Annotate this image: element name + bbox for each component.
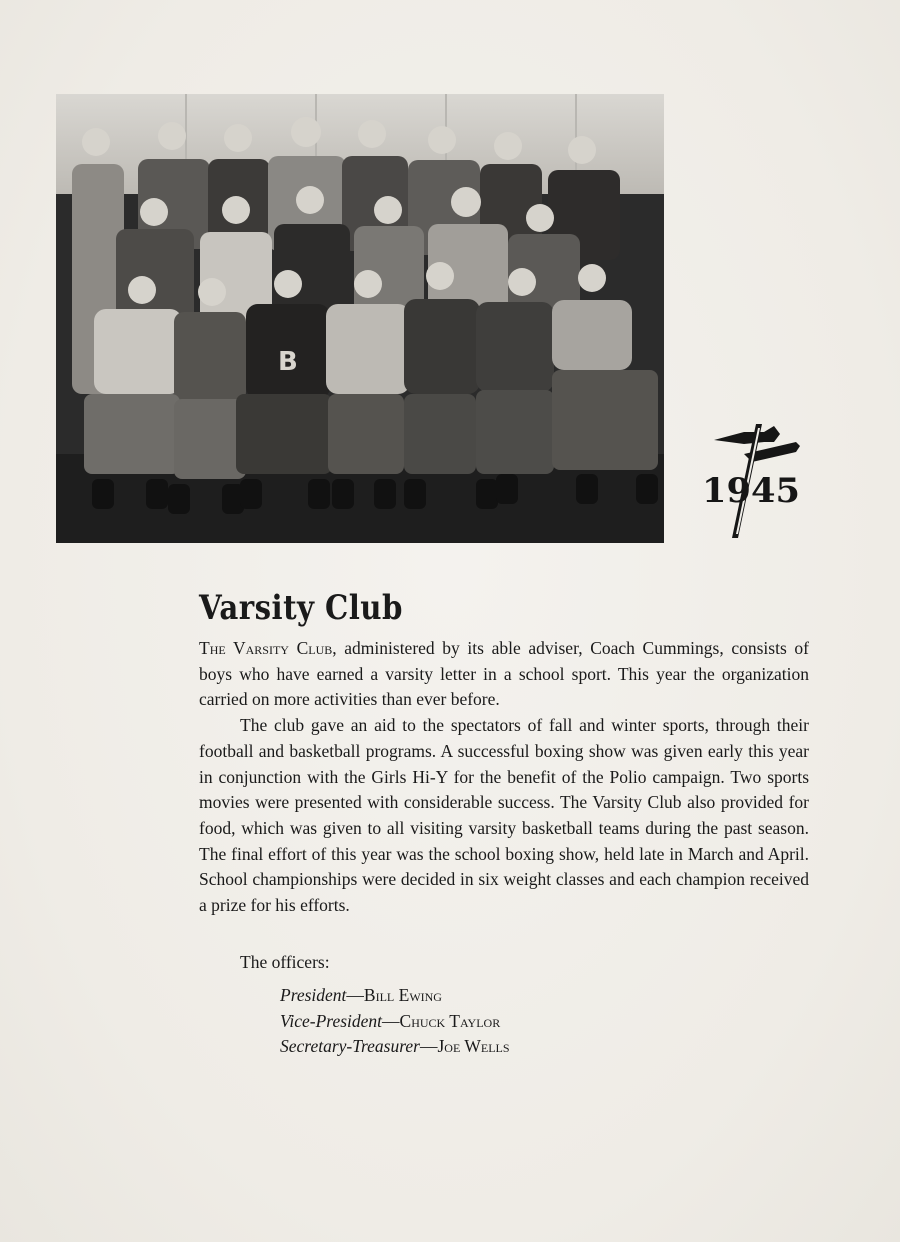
officer-secretary-treasurer: [280, 1034, 510, 1060]
officer-president: [280, 983, 510, 1009]
officer-role: President: [280, 985, 347, 1005]
officer-vice-president: [280, 1009, 510, 1035]
paragraph-2: The club gave an aid to the spectators of fall and winter sports, through their football and basketball programs. A successful boxing show was given early this year in conjunction with the Girls Hi-Y for the benefit of the Polio campaign. Two sports movies were presented with considerable success. The Varsity Club also provided for food, which was given to all visiting varsity basketball teams during the past season. The final effort of this year was the school boxing show, held late in March and April. School championships were decided in six weight classes and each champion received a prize for his efforts.: [199, 715, 809, 916]
officers-intro: The officers:: [240, 952, 330, 972]
group-photo-image: [56, 94, 664, 543]
dash: —: [382, 1010, 400, 1031]
officer-name: Bill Ewing: [363, 985, 442, 1005]
group-photo: [56, 94, 664, 543]
svg-text:B: B: [278, 347, 298, 377]
signpost-icon: [700, 420, 810, 540]
paragraph-1-text: , administered by its able adviser, Coach Cummings, consists of boys who have earned a varsity letter in a school sport. This year the organization carried on more activities than ever before.: [199, 638, 809, 710]
year-label: 1945: [702, 471, 800, 511]
paragraph-1: [199, 636, 809, 713]
officer-name: Joe Wells: [437, 1036, 510, 1056]
dash: —: [419, 1036, 438, 1056]
lead-in: The Varsity Club: [199, 638, 333, 658]
year-emblem: [700, 420, 810, 540]
article-title: Varsity Club: [199, 588, 403, 628]
officer-role: Secretary-Treasurer: [280, 1036, 420, 1056]
officers-list: [280, 983, 510, 1060]
officer-name: Chuck Taylor: [399, 1010, 501, 1031]
officer-role: Vice-President: [280, 1010, 383, 1031]
article-body: [199, 636, 809, 919]
dash: —: [346, 985, 364, 1005]
